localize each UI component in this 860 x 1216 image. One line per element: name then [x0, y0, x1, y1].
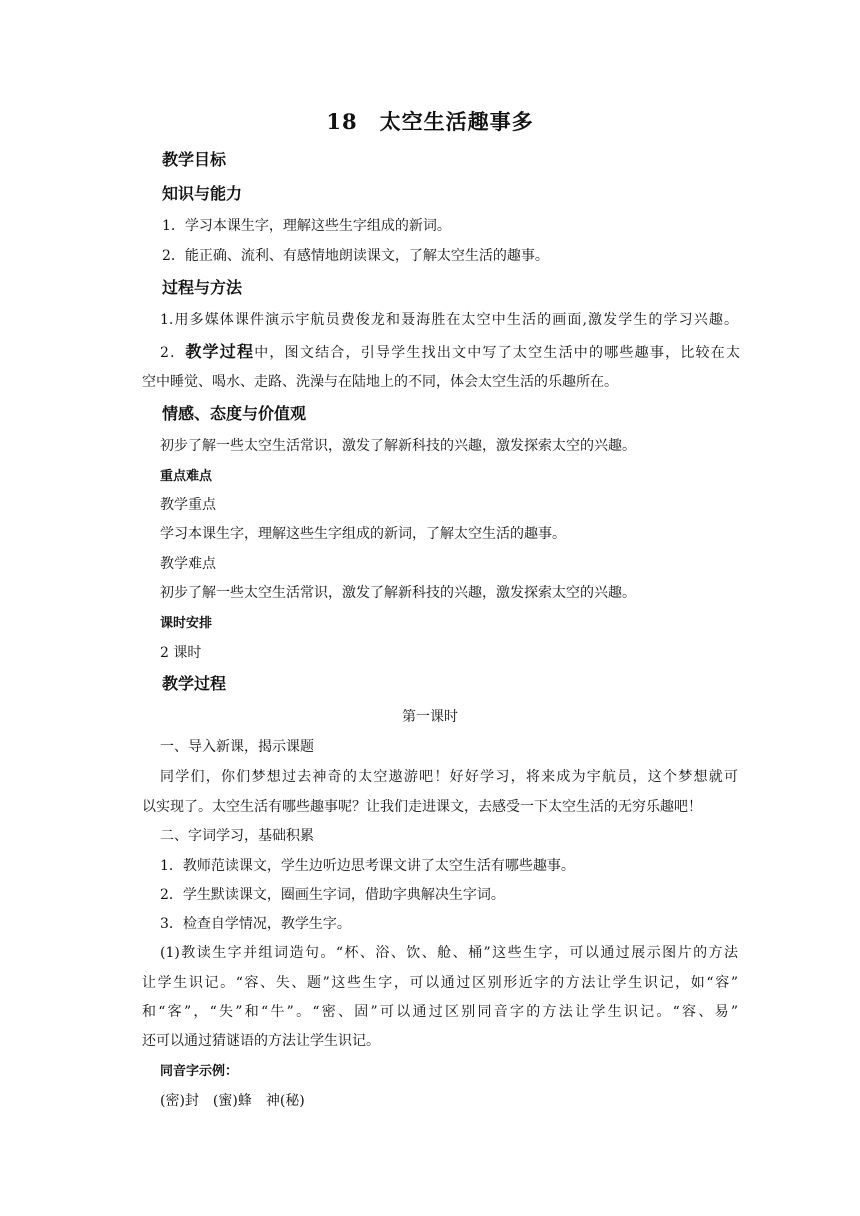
- lesson-title: 太空生活趣事多: [379, 109, 534, 134]
- key-label: 教学重点: [160, 497, 216, 513]
- section-2-para-line-3: 和“客”，“失”和“牛”。“密、固”可以通过区别同音字的方法让学生识记。“容、易”: [142, 1004, 738, 1020]
- key-text: 学习本课生字，理解这些生字组成的新词，了解太空生活的趣事。: [160, 526, 566, 542]
- heading-schedule: 课时安排: [160, 616, 213, 631]
- page-title: [0, 106, 860, 136]
- process-item-2-rest: 中，图文结合，引导学生找出文中写了太空生活中的哪些趣事，比较在太: [254, 345, 740, 361]
- section-2-item-2: 2．学生默读课文，圈画生字词，借助字典解决生字词。: [160, 887, 505, 903]
- difficulty-text: 初步了解一些太空生活常识，激发了解新科技的兴趣，激发探索太空的兴趣。: [160, 585, 636, 601]
- lesson-label: 第一课时: [402, 709, 458, 725]
- heading-key-points: 重点难点: [160, 469, 213, 484]
- section-2-para-line-1: (1)教读生字并组词造句。“杯、浴、饮、舱、桶”这些生字，可以通过展示图片的方法: [160, 945, 738, 961]
- knowledge-item-1: 1．学习本课生字，理解这些生字组成的新词。: [162, 218, 451, 234]
- homophone-examples: (密)封 (蜜)蜂 神(秘): [160, 1093, 305, 1109]
- section-2-para-line-4: 还可以通过猜谜语的方法让学生识记。: [142, 1033, 380, 1049]
- section-2-para-line-2: 让学生识记。“容、失、题”这些生字，可以通过区别形近字的方法让学生识记，如“容”: [142, 975, 738, 991]
- knowledge-item-2: 2．能正确、流利、有感情地朗读课文，了解太空生活的趣事。: [162, 248, 549, 264]
- section-1-line-2: 以实现了。太空生活有哪些趣事呢？让我们走进课文，去感受一下太空生活的无穷乐趣吧！: [142, 799, 702, 815]
- heading-process-method: 过程与方法: [162, 278, 243, 297]
- section-2-heading: 二、字词学习，基础积累: [160, 828, 314, 844]
- lesson-number: 18: [326, 109, 358, 134]
- section-1-line-1: 同学们，你们梦想过去神奇的太空遨游吧！好好学习，将来成为宇航员，这个梦想就可: [160, 769, 738, 785]
- process-item-2-line2: 空中睡觉、喝水、走路、洗澡与在陆地上的不同，体会太空生活的乐趣所在。: [142, 374, 618, 390]
- values-text: 初步了解一些太空生活常识，激发了解新科技的兴趣，激发探索太空的兴趣。: [160, 438, 636, 454]
- heading-knowledge: 知识与能力: [162, 184, 243, 203]
- section-1-heading: 一、导入新课，揭示课题: [160, 739, 314, 755]
- process-item-2: [160, 342, 740, 363]
- schedule-text: 2 课时: [160, 645, 202, 661]
- process-item-1: 1.用多媒体课件演示宇航员费俊龙和聂海胜在太空中生活的画面,激发学生的学习兴趣。: [160, 312, 738, 328]
- process-item-2-bold: 教学过程: [185, 342, 255, 361]
- process-item-2-prefix: 2．: [160, 345, 186, 361]
- section-2-item-3: 3．检查自学情况，教学生字。: [160, 916, 351, 932]
- difficulty-label: 教学难点: [160, 556, 216, 572]
- heading-values: 情感、态度与价值观: [162, 404, 307, 423]
- homophone-heading: 同音字示例：: [160, 1064, 239, 1079]
- heading-objectives: 教学目标: [162, 150, 227, 169]
- heading-teaching-process: 教学过程: [162, 674, 227, 693]
- section-2-item-1: 1．教师范读课文，学生边听边思考课文讲了太空生活有哪些趣事。: [160, 858, 575, 874]
